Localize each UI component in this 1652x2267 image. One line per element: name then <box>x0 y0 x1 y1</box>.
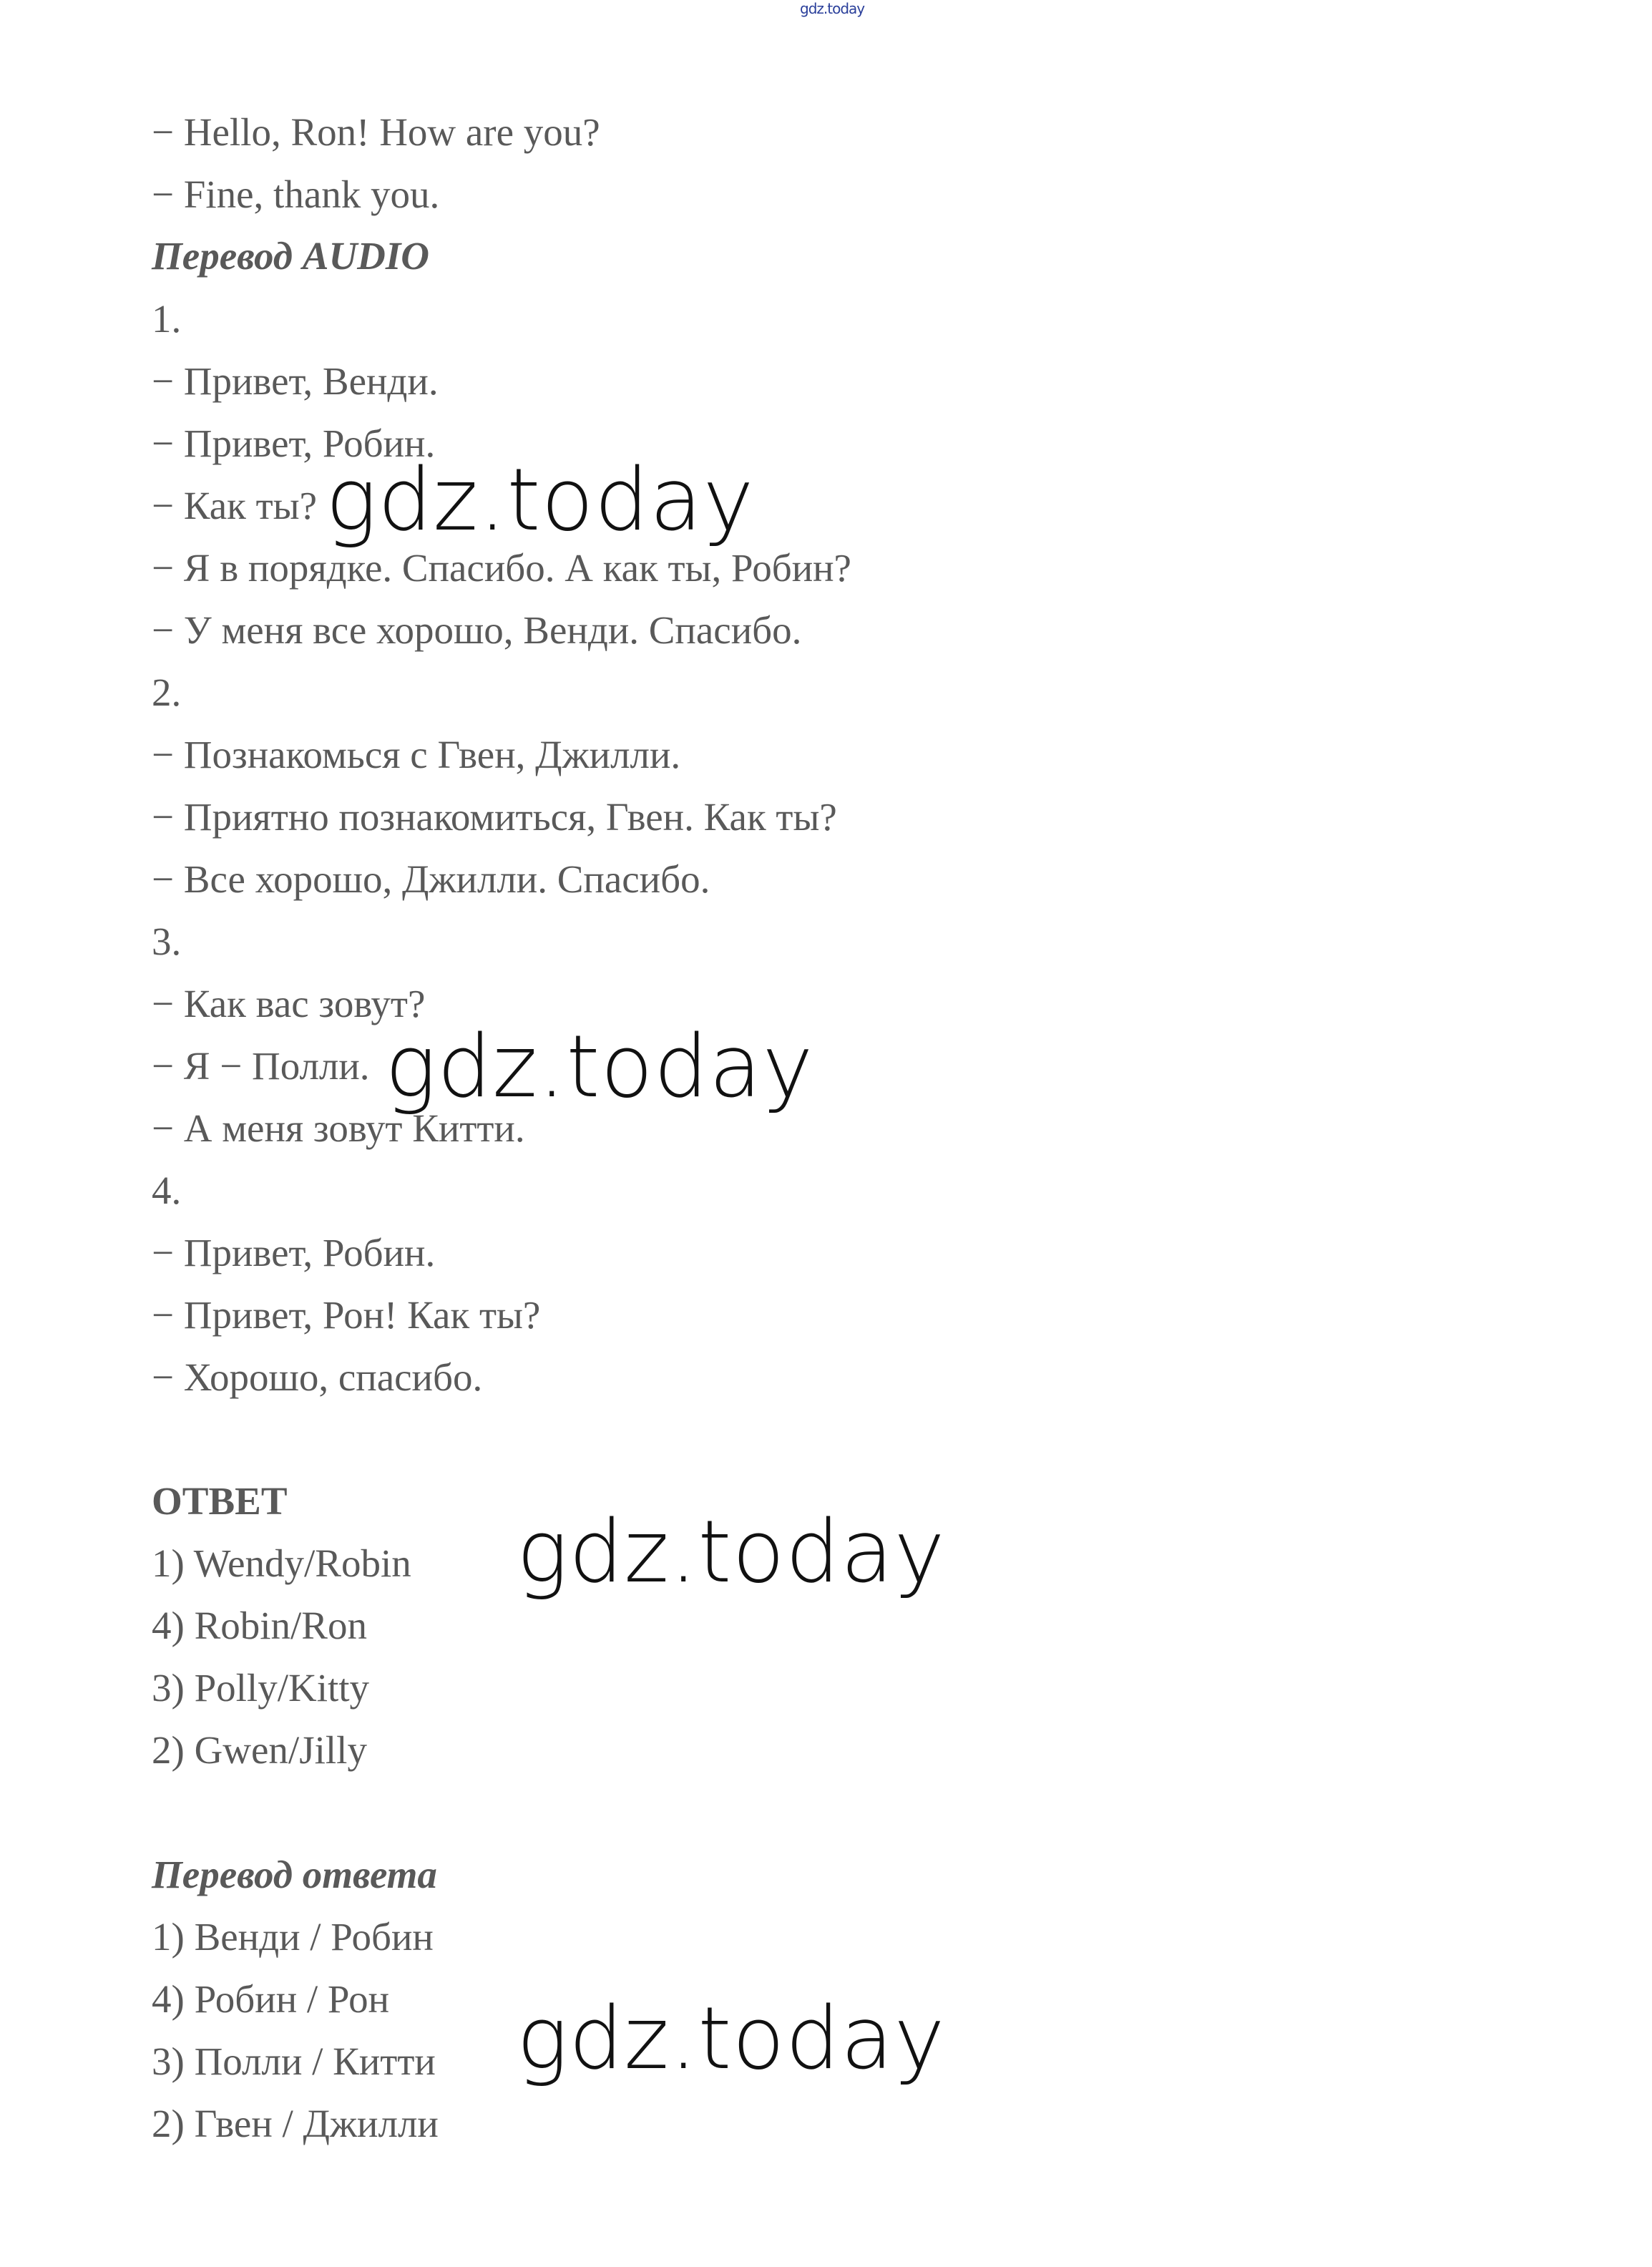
audio-line: − А меня зовут Китти. <box>152 1106 525 1150</box>
audio-line: − У меня все хорошо, Венди. Спасибо. <box>152 608 802 652</box>
answer-translation-line: 3) Полли / Китти <box>152 2039 436 2083</box>
answer-line: 1) Wendy/Robin <box>152 1541 411 1585</box>
answer-heading: ОТВЕТ <box>152 1479 288 1523</box>
answer-line: 2) Gwen/Jilly <box>152 1728 367 1772</box>
watermark: gdz.today <box>517 1989 946 2089</box>
audio-line: − Я − Полли. <box>152 1044 370 1088</box>
audio-line: − Все хорошо, Джилли. Спасибо. <box>152 857 710 901</box>
audio-line: − Я в порядке. Спасибо. А как ты, Робин? <box>152 546 851 590</box>
answer-translation-line: 1) Венди / Робин <box>152 1915 434 1959</box>
audio-line: 1. <box>152 297 182 341</box>
answer-translation-line: 2) Гвен / Джилли <box>152 2102 439 2145</box>
audio-line: − Привет, Робин. <box>152 421 436 465</box>
audio-line: − Как ты? <box>152 484 318 527</box>
audio-translation-heading: Перевод AUDIO <box>152 234 430 278</box>
dialog-line: − Hello, Ron! How are you? <box>152 110 600 154</box>
dialog-line: − Fine, thank you. <box>152 172 440 216</box>
audio-line: − Познакомься с Гвен, Джилли. <box>152 733 681 776</box>
audio-line: − Привет, Венди. <box>152 359 439 403</box>
audio-line: − Как вас зовут? <box>152 982 426 1025</box>
audio-line: − Хорошо, спасибо. <box>152 1355 483 1399</box>
audio-line: 3. <box>152 920 182 963</box>
answer-translation-line: 4) Робин / Рон <box>152 1977 390 2021</box>
answer-translation-heading: Перевод ответа <box>152 1853 437 1896</box>
audio-line: − Привет, Рон! Как ты? <box>152 1293 541 1337</box>
answer-line: 4) Robin/Ron <box>152 1604 367 1647</box>
watermark: gdz.today <box>517 1503 946 1602</box>
audio-line: − Приятно познакомиться, Гвен. Как ты? <box>152 795 837 839</box>
audio-line: − Привет, Робин. <box>152 1231 436 1274</box>
header-site-mark: gdz.today <box>800 0 865 17</box>
answer-line: 3) Polly/Kitty <box>152 1666 370 1710</box>
watermark: gdz.today <box>385 1018 814 1117</box>
audio-line: 4. <box>152 1169 182 1212</box>
audio-line: 2. <box>152 671 182 714</box>
watermark: gdz.today <box>326 451 755 550</box>
